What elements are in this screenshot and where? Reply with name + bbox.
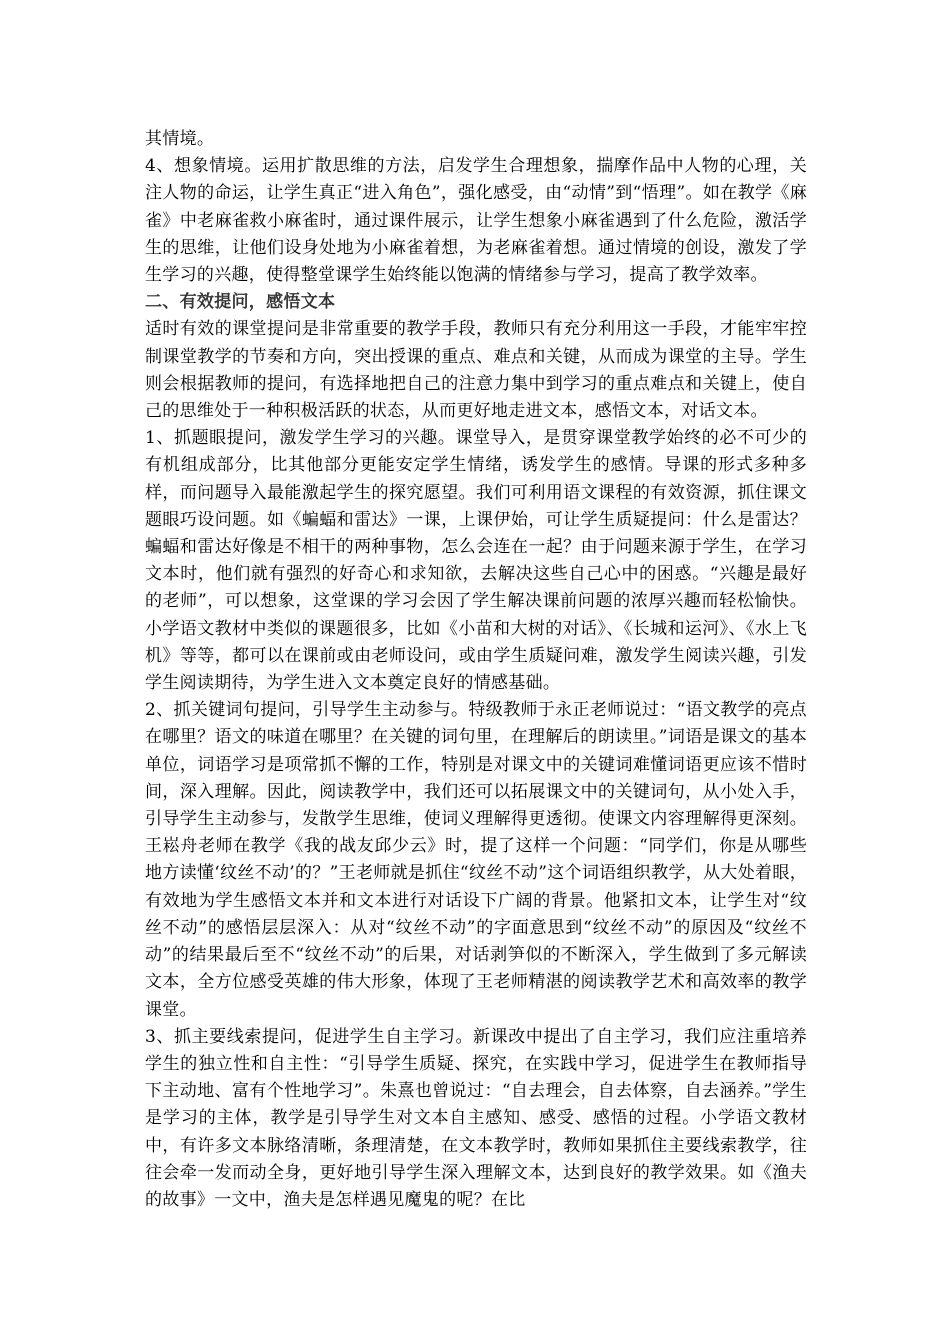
section-heading: 二、有效提问，感悟文本 — [145, 292, 336, 313]
paragraph-1: 其情境。 — [145, 129, 215, 149]
paragraph-2: 4、想象情境。运用扩散思维的方法，启发学生合理想象，揣摩作品中人物的心理，关注人物的命运，让学生真正“进入角色”，强化感受，由“动情”到“悟理”。如在教学《麻雀》中老麻雀救小麻雀时，通过课件展示，让学生想象小麻雀遇到了什么危险，激活学生的思维，让他们设身处地为小麻雀着想，为老麻雀着想。通过情境的创设，激发了学生学习的兴趣，使得整堂课学生始终能以饱满的情绪参与学习，提高了教学效率。 — [145, 156, 807, 286]
document-page — [145, 126, 807, 1214]
paragraph-4: 1、抓题眼提问，激发学生学习的兴趣。课堂导入，是贯穿课堂教学始终的必不可少的有机组成部分，比其他部分更能安定学生情绪，诱发学生的感情。导课的形式多种多样，而问题导入最能激起学生的探究愿望。我们可利用语文课程的有效资源，抓住课文题眼巧设问题。如《蝙蝠和雷达》一课，上课伊始，可让学生质疑提问：什么是雷达？蝙蝠和雷达好像是不相干的两种事物，怎么会连在一起？由于问题来源于学生，在学习文本时，他们就有强烈的好奇心和求知欲，去解决这些自己心中的困惑。“兴趣是最好的老师”，可以想象，这堂课的学习会因了学生解决课前问题的浓厚兴趣而轻松愉快。小学语文教材中类似的课题很多，比如《小苗和大树的对话》、《长城和运河》、《水上飞机》等等，都可以在课前或由老师设问，或由学生质疑问难，激发学生阅读兴趣，引发学生阅读期待，为学生进入文本奠定良好的情感基础。 — [145, 428, 807, 694]
paragraph-3: 适时有效的课堂提问是非常重要的教学手段，教师只有充分利用这一手段，才能牢牢控制课堂教学的节奏和方向，突出授课的重点、难点和关键，从而成为课堂的主导。学生则会根据教师的提问，有选择地把自己的注意力集中到学习的重点难点和关键上，使自己的思维处于一种积极活跃的状态，从而更好地走进文本，感悟文本，对话文本。 — [145, 319, 807, 422]
paragraph-6: 3、抓主要线索提问，促进学生自主学习。新课改中提出了自主学习，我们应注重培养学生的独立性和自主性：“引导学生质疑、探究，在实践中学习，促进学生在教师指导下主动地、富有个性地学习”。朱熹也曾说过：“自去理会，自去体察，自去涵养。”学生是学习的主体，教学是引导学生对文本自主感知、感受、感悟的过程。小学语文教材中，有许多文本脉络清晰，条理清楚，在文本教学时，教师如果抓住主要线索教学，往往会牵一发而动全身，更好地引导学生深入理解文本，达到良好的教学效果。如《渔夫的故事》一文中，渔夫是怎样遇见魔鬼的呢？在比 — [145, 1026, 807, 1210]
paragraph-5: 2、抓关键词句提问，引导学生主动参与。特级教师于永正老师说过：“语文教学的亮点在哪里？语文的味道在哪里？在关键的词句里，在理解后的朗读里。”词语是课文的基本单位，词语学习是项常抓不懈的工作，特别是对课文中的关键词难懂词语更应该不惜时间，深入理解。因此，阅读教学中，我们还可以拓展课文中的关键词句，从小处入手，引导学生主动参与，发散学生思维，使词义理解得更透彻。使课文内容理解得更深刻。王崧舟老师在教学《我的战友邱少云》时，提了这样一个问题：“同学们，你是从哪些地方读懂‘纹丝不动’的？”王老师就是抓住“纹丝不动”这个词语组织教学，从大处着眼，有效地为学生感悟文本并和文本进行对话设下广阔的背景。他紧扣文本，让学生对“纹丝不动”的感悟层层深入：从对“纹丝不动”的字面意思到“纹丝不动”的原因及“纹丝不动”的结果最后至不“纹丝不动”的后果，对话剥笋似的不断深入，学生做到了多元解读文本，全方位感受英雄的伟大形象，体现了王老师精湛的阅读教学艺术和高效率的教学课堂。 — [145, 700, 807, 1020]
